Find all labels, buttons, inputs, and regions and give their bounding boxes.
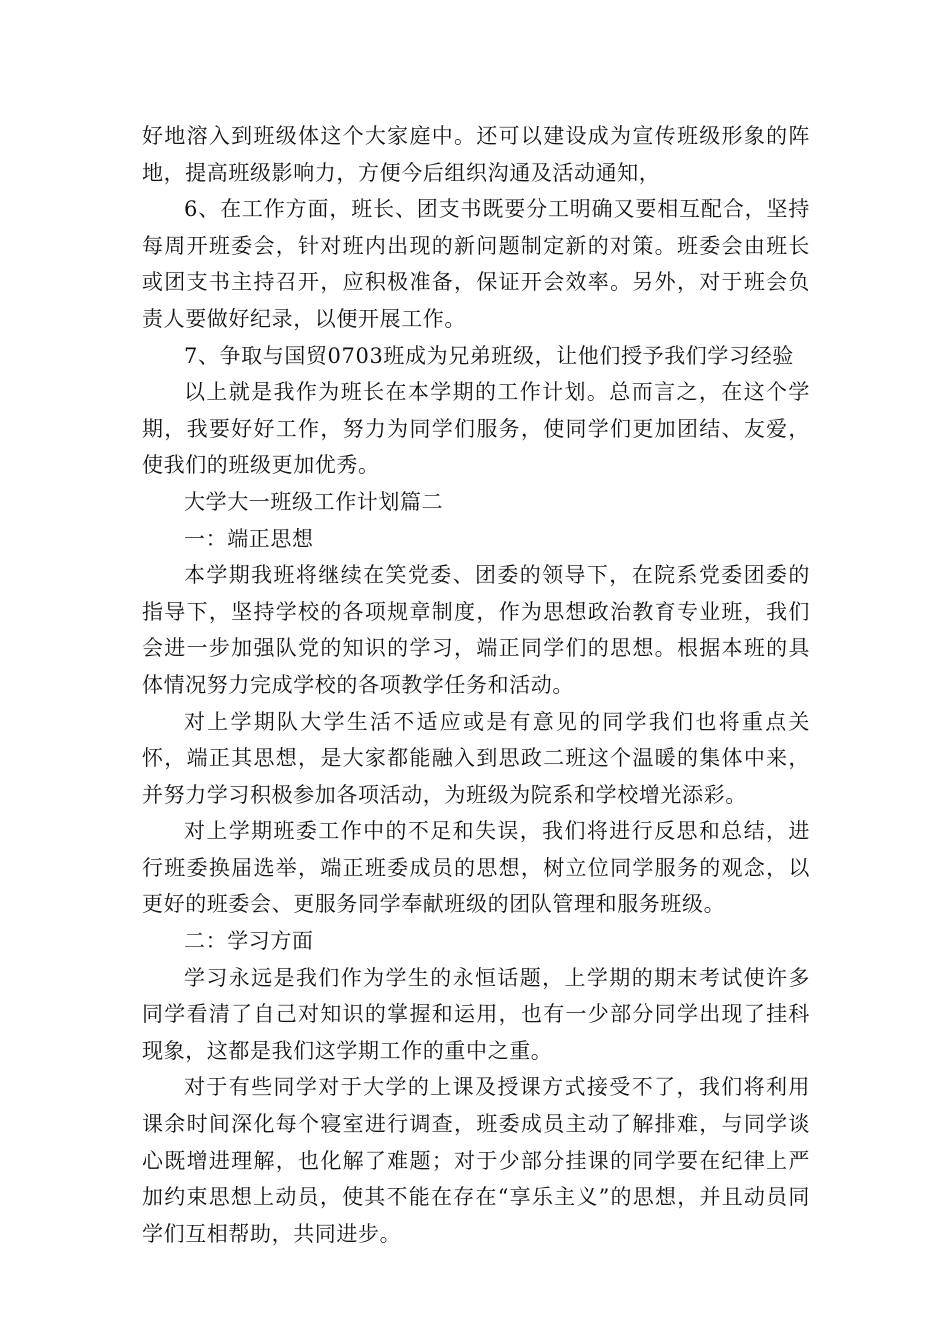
paragraph: 对于有些同学对于大学的上课及授课方式接受不了，我们将利用课余时间深化每个寝室进行调查，班委成员主动了解排难，与同学谈心既增进理解，也化解了难题；对于少部分挂课的同学要在纪律上严加约束思想上动员，使其不能在存在“享乐主义”的思想，并且动员同学们互相帮助，共同进步。: [142, 1075, 810, 1246]
paragraph: 7、争取与国贸0703班成为兄弟班级，让他们授予我们学习经验: [184, 343, 794, 368]
paragraph: 以上就是我作为班长在本学期的工作计划。总而言之，在这个学期，我要好好工作，努力为同学们服务，使同学们更加团结、友爱，使我们的班级更加优秀。: [142, 380, 810, 478]
paragraph: 本学期我班将继续在笑党委、团委的领导下，在院系党委团委的指导下，坚持学校的各项规章制度，作为思想政治教育专业班，我们会进一步加强队党的知识的学习，端正同学们的思想。根据本班的具体情况努力完成学校的各项教学任务和活动。: [142, 563, 810, 697]
paragraph: 6、在工作方面，班长、团支书既要分工明确又要相互配合，坚持每周开班委会，针对班内出现的新问题制定新的对策。班委会由班长或团支书主持召开，应积极准备，保证开会效率。另外，对于班会负责人要做好纪录，以便开展工作。: [142, 197, 810, 331]
subsection-heading: 二：学习方面: [184, 929, 314, 954]
paragraph: 好地溶入到班级体这个大家庭中。还可以建设成为宣传班级形象的阵地，提高班级影响力，方便今后组织沟通及活动通知，: [142, 124, 810, 185]
document-body: [142, 118, 810, 1252]
paragraph: 对上学期队大学生活不适应或是有意见的同学我们也将重点关怀，端正其思想，是大家都能融入到思政二班这个温暖的集体中来，并努力学习积极参加各项活动，为班级为院系和学校增光添彩。: [142, 709, 810, 807]
section-heading: 大学大一班级工作计划篇二: [184, 489, 444, 514]
paragraph: 对上学期班委工作中的不足和失误，我们将进行反思和总结，进行班委换届选举，端正班委成员的思想，树立位同学服务的观念，以更好的班委会、更服务同学奉献班级的团队管理和服务班级。: [142, 819, 810, 917]
paragraph: 学习永远是我们作为学生的永恒话题，上学期的期末考试使许多同学看清了自己对知识的掌握和运用，也有一少部分同学出现了挂科现象，这都是我们这学期工作的重中之重。: [142, 965, 810, 1063]
subsection-heading: 一：端正思想: [184, 526, 314, 551]
